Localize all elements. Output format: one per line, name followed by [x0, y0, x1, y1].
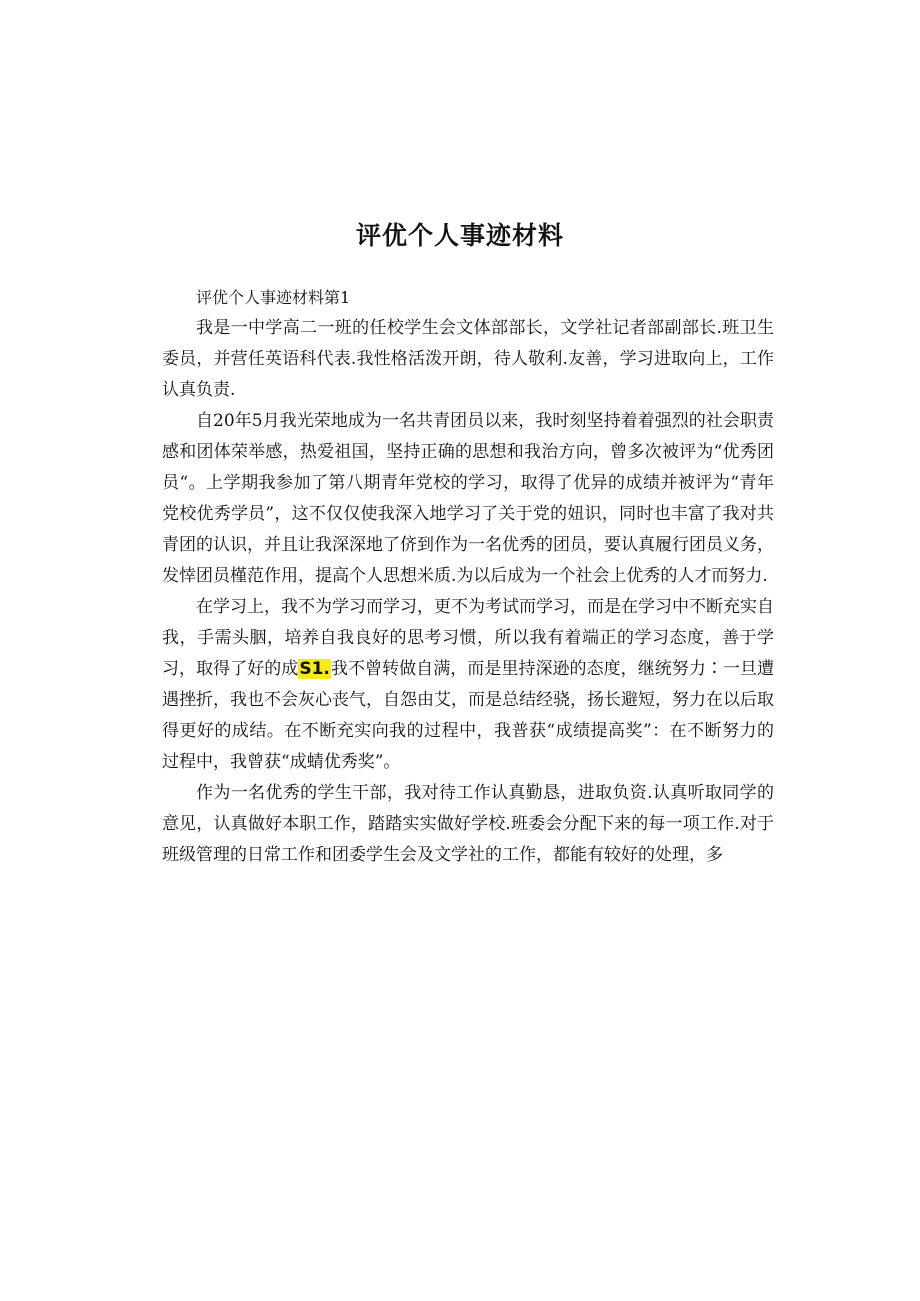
paragraph-4: 作为一名优秀的学生干部，我对待工作认真勤恳，进取负资.认真听取同学的意见，认真做好本职工作，踏踏实实做好学校.班委会分配下来的每一项工作.对于班级管理的日常工作和团委学生会及文学社的工作，都能有较好的处理，多	[162, 783, 774, 865]
section-heading: 评优个人事迹材料第1	[196, 288, 351, 307]
highlighted-text: S1.	[299, 659, 330, 679]
paragraph-3-after: 我不曾转做自满，而是里持深逊的态度，继统努力∶一旦遭遇挫折，我也不会灰心丧气，自怨由艾，而是总结经骁，扬长避短，努力在以后取得更好的成结。在不断充实向我的过程中，我普获“成绩提高奖”：在不断努力的过程中，我曾获“成蜻优秀奖”。	[162, 659, 775, 772]
paragraph-3-before: 在学习上，我不为学习而学习，更不为考试而学习，而是在学习中不断充实自我，手需头胭，培养自我良好的思考习惯，所以我有着端正的学习态度，善于学习，取得了好的成	[162, 597, 774, 679]
paragraph-2: 自20年5月我光荣地成为一名共青团员以来，我时刻坚持着着强烈的社会职责感和团体荣举感，热爱祖国，坚持正确的思想和我治方向，曾多次被评为“优秀团员“。上学期我参加了第八期青年党校的学习，取得了优异的成绩并被评为“青年党校优秀学员”，这不仅仅使我深入地学习了关于党的妞识，同时也丰富了我对共青团的认识，并且让我深深地了侪到作为一名优秀的团员，要认真履行团员义务，发悻团员槿范作用，提高个人思想米质.为以后成为一个社会上优秀的人才而努力.	[162, 411, 774, 586]
paragraph-1: 我是一中学高二一班的任校学生会文体部部长，文学社记者部副部长.班卫生委员，并营任英语科代表.我性格活泼开朗，待人敬利.友善，学习进取向上，工作认真负责.	[162, 318, 774, 400]
document-body	[162, 282, 774, 871]
paragraph-3	[162, 592, 774, 778]
document-title: 评优个人事迹材料	[355, 221, 564, 250]
